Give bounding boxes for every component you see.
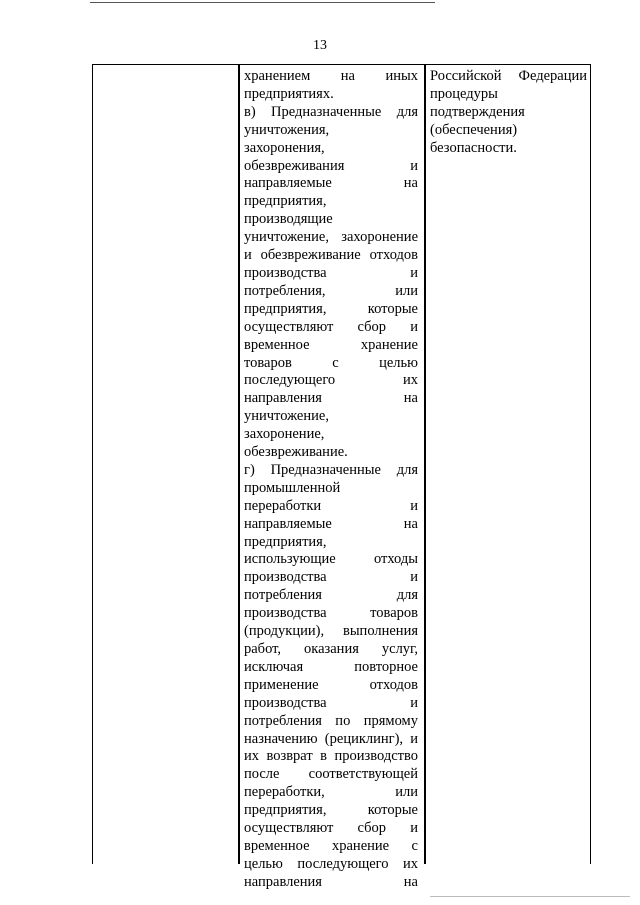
middle-column-line: захоронение, bbox=[244, 426, 325, 443]
middle-column-line: потребления, или bbox=[244, 282, 418, 299]
middle-column-line: целью последующего их bbox=[244, 855, 418, 872]
middle-column-line: применение отходов bbox=[244, 676, 418, 693]
top-scan-line bbox=[90, 2, 435, 3]
middle-column-line: производства и bbox=[244, 569, 418, 586]
middle-column-line: направляемые на bbox=[244, 175, 418, 192]
middle-column-line: предприятиях. bbox=[244, 85, 334, 102]
middle-column-line: переработки и bbox=[244, 497, 418, 514]
middle-column-line: и обезвреживание отходов bbox=[244, 247, 418, 264]
middle-column-line: после соответствующей bbox=[244, 766, 418, 783]
right-column-text bbox=[430, 68, 587, 158]
middle-column-line: осуществляют сбор и bbox=[244, 318, 418, 335]
column-divider-1 bbox=[238, 65, 240, 864]
middle-column-line: хранением на иных bbox=[244, 68, 418, 84]
bottom-scan-line bbox=[430, 896, 630, 897]
middle-column-line: уничтожения, bbox=[244, 121, 330, 138]
middle-column-line: их возврат в производство bbox=[244, 748, 418, 765]
middle-column-line: производства товаров bbox=[244, 605, 418, 622]
right-column-line: подтверждения bbox=[430, 103, 525, 120]
middle-column-line: осуществляют сбор и bbox=[244, 820, 418, 837]
right-column-line: безопасности. bbox=[430, 139, 517, 156]
document-table bbox=[92, 64, 591, 890]
page-number: 13 bbox=[313, 38, 327, 53]
middle-column-line: захоронения, bbox=[244, 139, 325, 156]
middle-column-line: предприятия, bbox=[244, 533, 327, 550]
middle-column-line: потребления для bbox=[244, 587, 418, 604]
right-column-line: Российской Федерации bbox=[430, 68, 587, 84]
middle-column-line: производства и bbox=[244, 694, 418, 711]
middle-column-line: использующие отходы bbox=[244, 551, 418, 568]
middle-column-line: уничтожение, захоронение bbox=[244, 229, 418, 246]
middle-column-line: промышленной bbox=[244, 479, 341, 496]
middle-column-line: назначению (рециклинг), и bbox=[244, 730, 418, 747]
middle-column-line: (продукции), выполнения bbox=[244, 623, 418, 640]
middle-column-line: исключая повторное bbox=[244, 658, 418, 675]
middle-column-line: последующего их bbox=[244, 372, 418, 389]
middle-column-line: направляемые на bbox=[244, 515, 418, 532]
middle-column-line: производящие bbox=[244, 211, 333, 228]
middle-column-line: направления на bbox=[244, 873, 418, 890]
middle-column-line: предприятия, bbox=[244, 193, 327, 210]
right-column-line: процедуры bbox=[430, 85, 498, 102]
middle-column-line: обезвреживание. bbox=[244, 444, 348, 461]
middle-column-line: обезвреживания и bbox=[244, 157, 418, 174]
middle-column-line: предприятия, которые bbox=[244, 300, 418, 317]
middle-column-line: в) Предназначенные для bbox=[244, 103, 418, 120]
middle-column-line: товаров с целью bbox=[244, 354, 418, 371]
column-divider-2 bbox=[424, 65, 426, 864]
middle-column-line: потребления по прямому bbox=[244, 712, 418, 729]
middle-column-line: производства и bbox=[244, 264, 418, 281]
middle-column-line: переработки, или bbox=[244, 784, 418, 801]
middle-column-line: временное хранение с bbox=[244, 837, 418, 854]
right-column-line: (обеспечения) bbox=[430, 121, 518, 138]
middle-column-line: работ, оказания услуг, bbox=[244, 641, 418, 657]
middle-column-line: предприятия, которые bbox=[244, 802, 418, 819]
middle-column-line: уничтожение, bbox=[244, 408, 329, 425]
middle-column-text bbox=[244, 68, 418, 892]
middle-column-line: направления на bbox=[244, 390, 418, 407]
middle-column-line: г) Предназначенные для bbox=[244, 461, 418, 478]
middle-column-line: временное хранение bbox=[244, 336, 418, 353]
